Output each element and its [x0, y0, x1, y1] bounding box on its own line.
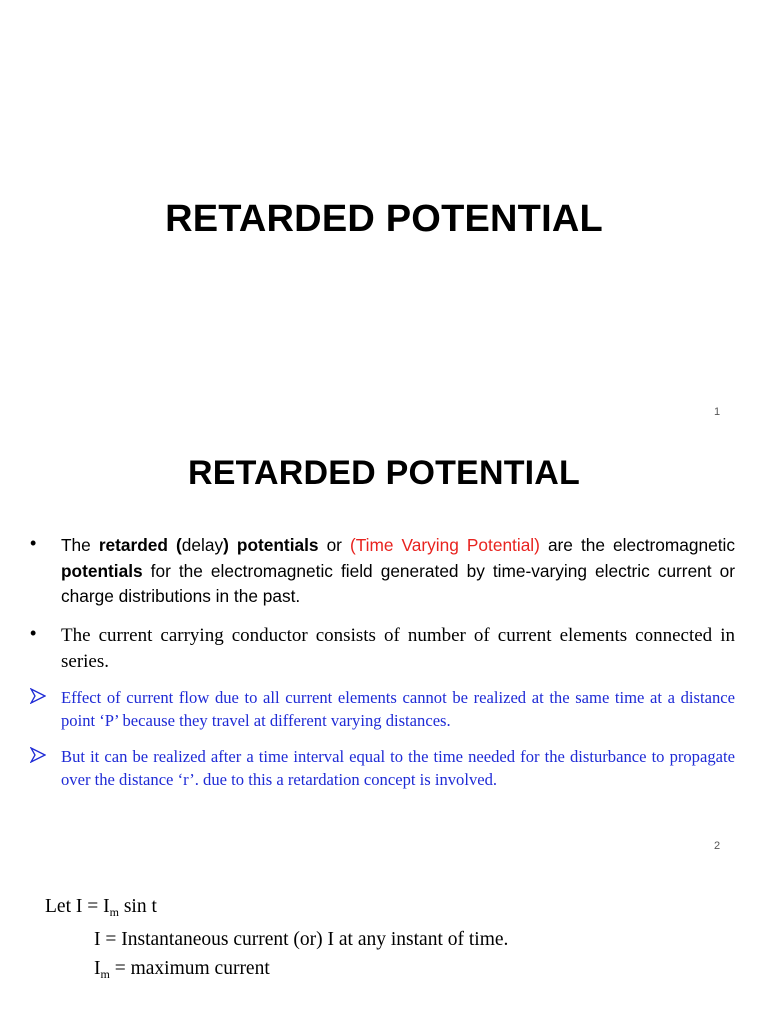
arrow-bullet-retardation	[30, 745, 735, 791]
equation-text: Let I = I	[45, 896, 110, 917]
text-run-bold: retarded (	[98, 535, 182, 555]
slide-2-page-number: 2	[714, 840, 721, 852]
equation-subscript: m	[100, 967, 110, 981]
arrow-bullet-text: But it can be realized after a time interval equal to the time needed for the disturbance to propagate over the distance ‘r’. due to this a retardation concept is involved.	[61, 747, 735, 789]
arrow-bullet-text: Effect of current flow due to all current elements cannot be realized at the same time at a distance point ‘P’ because they travel at different varying distances.	[61, 688, 735, 730]
text-run: or	[318, 535, 350, 555]
bullet-current-conductor	[30, 623, 735, 674]
arrow-bullet-icon	[30, 688, 46, 704]
slide-2-title: RETARDED POTENTIAL	[187, 454, 581, 492]
text-run: The	[61, 535, 99, 555]
definition-maximum-current	[94, 958, 270, 982]
slide-1-page-number: 1	[714, 406, 721, 418]
text-run: for the electromagnetic field generated by time-varying electric current or charge distributions in the past.	[61, 560, 735, 606]
bullet-dot-icon: •	[30, 533, 37, 553]
equation-text: I	[94, 958, 101, 979]
text-run: are the electromagnetic	[539, 535, 736, 555]
text-run-bold: potentials	[61, 560, 143, 581]
text-run: delay	[181, 535, 224, 555]
equation-text: sin t	[118, 896, 157, 917]
definition-instantaneous-current: I = Instantaneous current (or) I at any instant of time.	[94, 929, 509, 950]
arrow-bullet-icon	[30, 747, 46, 763]
bullet-retarded-definition	[30, 533, 735, 610]
bullet-dot-icon: •	[30, 623, 37, 643]
slide-1-title: RETARDED POTENTIAL	[165, 198, 603, 240]
bullet-text: The current carrying conductor consists of number of current elements connected in series.	[61, 625, 735, 672]
text-run-red: (Time Varying Potential)	[349, 535, 540, 555]
equation-subscript: m	[109, 905, 119, 919]
equation-text: = maximum current	[109, 958, 270, 979]
arrow-bullet-effect	[30, 686, 735, 732]
bullet-text	[61, 533, 735, 610]
equation-current	[45, 896, 157, 920]
text-run-bold: ) potentials	[223, 535, 319, 555]
